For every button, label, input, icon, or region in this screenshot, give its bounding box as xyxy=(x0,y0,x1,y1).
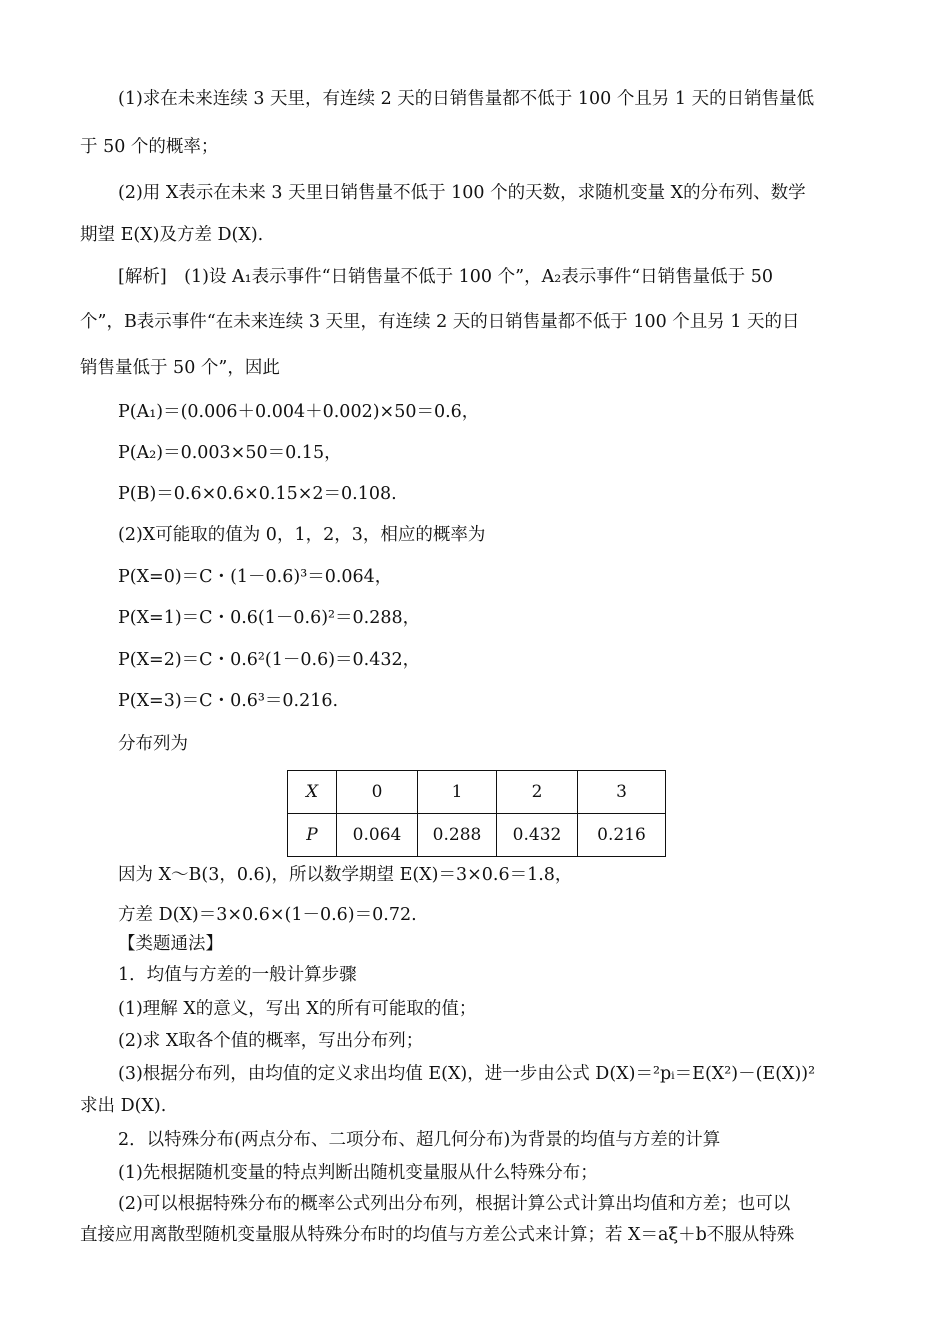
formula-line: P(X=3)＝C・0.6³＝0.216. xyxy=(118,691,339,711)
formula-line: P(A₁)＝(0.006＋0.004＋0.002)×50＝0.6， xyxy=(118,402,480,422)
formula-line: 方差 D(X)＝3×0.6×(1－0.6)＝0.72. xyxy=(118,905,417,925)
table-cell: 1 xyxy=(418,771,497,814)
table-row xyxy=(288,771,666,814)
formula-line: P(X=2)＝C・0.6²(1－0.6)＝0.432， xyxy=(118,650,421,670)
formula-line: P(B)＝0.6×0.6×0.15×2＝0.108. xyxy=(118,484,397,504)
text-line: 期望 E(X)及方差 D(X). xyxy=(80,225,264,245)
text-line: (1)求在未来连续 3 天里，有连续 2 天的日销售量都不低于 100 个且另 1 天的日销售量低 xyxy=(118,89,815,109)
solution-heading-line: [解析] (1)设 A₁表示事件“日销售量不低于 100 个”，A₂表示事件“日销售量低于 50 xyxy=(118,267,774,287)
text-line: (1)理解 X的意义，写出 X的所有可能取的值； xyxy=(118,999,477,1019)
text-line: (2)求 X取各个值的概率，写出分布列； xyxy=(118,1031,424,1051)
text-line: 直接应用离散型随机变量服从特殊分布时的均值与方差公式来计算；若 X＝aξ＋b不服从特殊 xyxy=(80,1225,795,1245)
table-cell: 0.288 xyxy=(418,814,497,857)
table-cell: X xyxy=(288,771,337,814)
formula-line: 因为 X～B(3，0.6)，所以数学期望 E(X)＝3×0.6＝1.8， xyxy=(118,865,573,885)
text-line: 个”，B表示事件“在未来连续 3 天里，有连续 2 天的日销售量都不低于 100 个且另 1 天的日 xyxy=(80,312,800,332)
distribution-table xyxy=(287,770,666,857)
formula-line: P(X=0)＝C・(1－0.6)³＝0.064， xyxy=(118,567,393,587)
text-line: (1)先根据随机变量的特点判断出随机变量服从什么特殊分布； xyxy=(118,1163,598,1183)
text-line: (2)X可能取的值为 0，1，2，3，相应的概率为 xyxy=(118,525,486,545)
table-cell: 0.216 xyxy=(578,814,666,857)
table-cell: 0 xyxy=(337,771,418,814)
table-cell: 0.064 xyxy=(337,814,418,857)
table-cell: 0.432 xyxy=(497,814,578,857)
formula-line: P(X=1)＝C・0.6(1－0.6)²＝0.288， xyxy=(118,608,421,628)
text-line: (2)用 X表示在未来 3 天里日销售量不低于 100 个的天数，求随机变量 X的分布列、数学 xyxy=(118,183,806,203)
text-line: (3)根据分布列，由均值的定义求出均值 E(X)，进一步由公式 D(X)＝²pᵢ＝E(X²)－(E(X))² xyxy=(118,1064,816,1084)
text-line: 2．以特殊分布(两点分布、二项分布、超几何分布)为背景的均值与方差的计算 xyxy=(118,1130,721,1150)
text-line: (2)可以根据特殊分布的概率公式列出分布列，根据计算公式计算出均值和方差；也可以 xyxy=(118,1194,791,1214)
section-heading: 【类题通法】 xyxy=(118,934,223,954)
text-line: 于 50 个的概率； xyxy=(80,137,219,157)
text-line: 分布列为 xyxy=(118,734,188,754)
formula-line: P(A₂)＝0.003×50＝0.15， xyxy=(118,443,342,463)
text-line: 1．均值与方差的一般计算步骤 xyxy=(118,965,357,985)
table-row xyxy=(288,814,666,857)
text-line: 销售量低于 50 个”，因此 xyxy=(80,358,280,378)
table-cell: 3 xyxy=(578,771,666,814)
table-cell: 2 xyxy=(497,771,578,814)
table-cell: P xyxy=(288,814,337,857)
text-line: 求出 D(X). xyxy=(80,1096,167,1116)
